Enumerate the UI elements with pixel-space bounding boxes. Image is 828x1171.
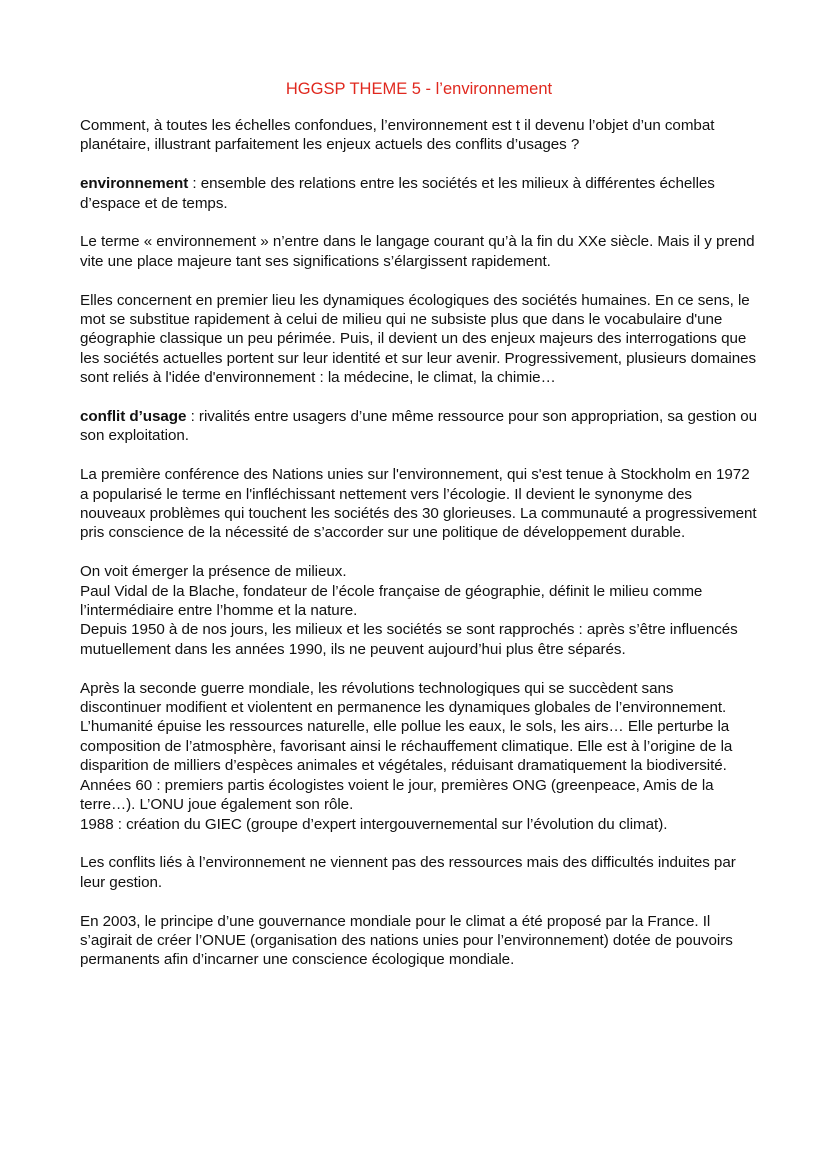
definition-term: environnement	[80, 175, 189, 193]
milieux-line: On voit émerger la présence de milieux.	[80, 563, 347, 581]
paragraph-elles: Elles concernent en premier lieu les dynamiques écologiques des sociétés humaines. En ce sens, le mot se substitue rapidement à celui de milieu qui ne subsiste plus que dans le vocabulaire d'une géographie classique un peu périmée. Puis, il devient un des enjeux majeurs des interrogations que les sociétés actuelles portent sur leur identité et sur leur avenir. Progressivement, plusieurs domaines sont reliés à l'idée d'environnement : la médecine, le climat, la chimie…	[80, 291, 757, 387]
definition-conflit-usage	[80, 407, 758, 446]
paragraph-stockholm: La première conférence des Nations unies sur l'environnement, qui s'est tenue à Stockholm en 1972 a popularisé le terme en l'infléchissant nettement vers l’écologie. Il devient le synonyme des nouveaux problèmes qui touchent les sociétés des 30 glorieuses. La communauté a progressivement pris conscience de la nécessité de s’accorder sur une politique de développement durable.	[80, 466, 757, 542]
definition-environnement	[80, 174, 758, 213]
guerre-line: Années 60 : premiers partis écologistes voient le jour, premières ONG (greenpeace, Amis de la terre…). L’ONU joue également son rôle.	[80, 776, 714, 814]
guerre-line: Après la seconde guerre mondiale, les révolutions technologiques qui se succèdent sans discontinuer modifient et violentent en permanence les dynamiques globales de l’environnement. L’humanité épuise les ressources naturelle, elle pollue les eaux, le sols, les airs… Elle perturbe la composition de l’atmosphère, favorisant ainsi le réchauffement climatique. Elle est à l’origine de la disparition de milliers d’espèces animales et végétales, réduisant dramatiquement la biodiversité.	[80, 679, 733, 775]
paragraph-2003: En 2003, le principe d’une gouvernance mondiale pour le climat a été proposé par la France. Il s’agirait de créer l’ONUE (organisation des nations unies pour l’environnement) dotée de pouvoirs permanents afin d’incarner une conscience écologique mondiale.	[80, 912, 733, 969]
paragraph-guerre	[80, 679, 758, 834]
paragraph-conflits: Les conflits liés à l’environnement ne viennent pas des ressources mais des difficultés induites par leur gestion.	[80, 854, 736, 891]
milieux-line: Depuis 1950 à de nos jours, les milieux et les sociétés se sont rapprochés : après s’être influencés mutuellement dans les années 1990, ils ne peuvent aujourd’hui plus être séparés.	[80, 621, 738, 658]
paragraph-milieux	[80, 562, 758, 659]
document-title: HGGSP THEME 5 - l’environnement	[285, 80, 553, 98]
definition-text: : rivalités entre usagers d’une même ressource pour son appropriation, sa gestion ou son exploitation.	[80, 408, 758, 445]
intro-question: Comment, à toutes les échelles confondues, l’environnement est t il devenu l’objet d’un combat planétaire, illustrant parfaitement les enjeux actuels des conflits d’usages ?	[80, 117, 715, 154]
definition-text: : ensemble des relations entre les sociétés et les milieux à différentes échelles d’espace et de temps.	[80, 175, 715, 212]
paragraph-terme: Le terme « environnement » n’entre dans le langage courant qu’à la fin du XXe siècle. Mais il y prend vite une place majeure tant ses significations s’élargissent rapidement.	[80, 233, 755, 270]
milieux-line: Paul Vidal de la Blache, fondateur de l’école française de géographie, définit le milieu comme l’intermédiaire entre l’homme et la nature.	[80, 582, 703, 620]
definition-term: conflit d’usage	[80, 408, 187, 426]
guerre-line: 1988 : création du GIEC (groupe d’expert intergouvernemental sur l’évolution du climat).	[80, 815, 668, 833]
